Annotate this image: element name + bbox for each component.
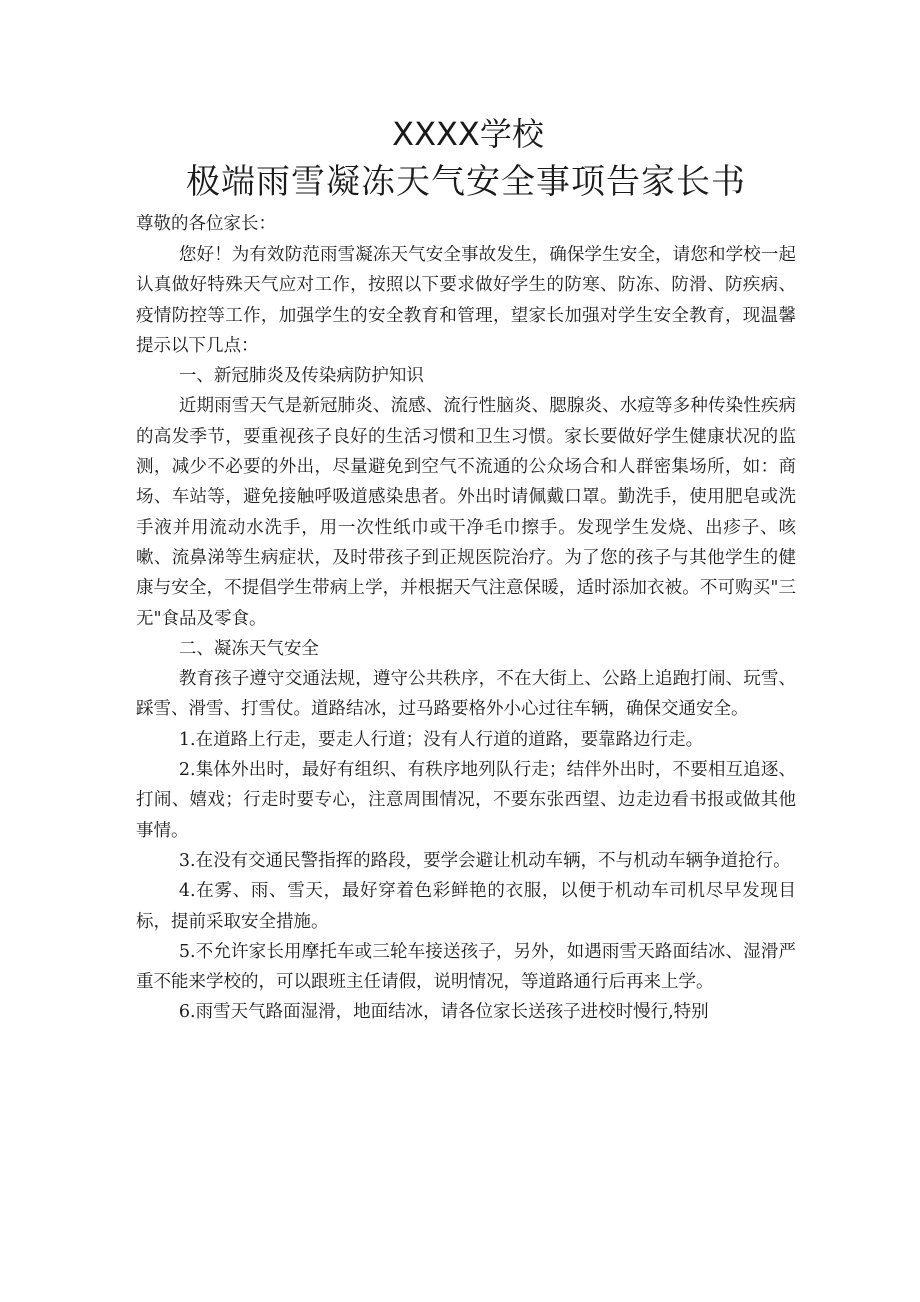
document-page bbox=[136, 112, 796, 1028]
list-item-6: 6.雨雪天气路面湿滑，地面结冰，请各位家长送孩子进校时慢行,特别 bbox=[178, 1002, 709, 1023]
list-item-2: 2.集体外出时，最好有组织、有秩序地列队行走；结伴外出时，不要相互追逐、打闹、嬉戏；行走时要专心，注意周围情况，不要东张西望、边走边看书报或做其他事情。 bbox=[136, 760, 796, 841]
paragraph-greeting: 您好！为有效防范雨雪凝冻天气安全事故发生，确保学生安全，请您和学校一起认真做好特殊天气应对工作，按照以下要求做好学生的防寒、防冻、防滑、防疾病、疫情防控等工作，加强学生的安全教育和管理，望家长加强对学生安全教育，现温馨提示以下几点： bbox=[136, 245, 796, 356]
list-item-3: 3.在没有交通民警指挥的路段，要学会避让机动车辆，不与机动车辆争道抢行。 bbox=[178, 850, 791, 871]
section-heading-disease-prevention: 一、新冠肺炎及传染病防护知识 bbox=[178, 366, 424, 387]
section-heading-freezing-weather: 二、凝冻天气安全 bbox=[178, 638, 319, 659]
list-item-1: 1.在道路上行走，要走人行道；没有人行道的道路，要靠路边行走。 bbox=[178, 729, 704, 750]
salutation: 尊敬的各位家长： bbox=[136, 214, 276, 234]
paragraph-traffic-rules: 教育孩子遵守交通法规，遵守公共秩序，不在大街上、公路上追跑打闹、玩雪、踩雪、滑雪、打雪仗。道路结冰，过马路要格外小心过往车辆，确保交通安全。 bbox=[136, 669, 796, 720]
paragraph-disease-prevention: 近期雨雪天气是新冠肺炎、流感、流行性脑炎、腮腺炎、水痘等多种传染性疾病的高发季节，要重视孩子良好的生活习惯和卫生习惯。家长要做好学生健康状况的监测，减少不必要的外出，尽量避免到空气不流通的公众场合和人群密集场所，如：商场、车站等，避免接触呼吸道感染患者。外出时请佩戴口罩。勤洗手，使用肥皂或洗手液并用流动水洗手，用一次性纸巾或干净毛巾擦手。发现学生发烧、出疹子、咳嗽、流鼻涕等生病症状，及时带孩子到正规医院治疗。为了您的孩子与其他学生的健康与安全，不提倡学生带病上学，并根据天气注意保暖，适时添加衣被。不可购买"三无"食品及零食。 bbox=[136, 396, 796, 629]
list-item-5: 5.不允许家长用摩托车或三轮车接送孩子，另外，如遇雨雪天路面结冰、湿滑严重不能来学校的，可以跟班主任请假，说明情况，等道路通行后再来上学。 bbox=[136, 941, 796, 993]
list-item-4: 4.在雾、雨、雪天，最好穿着色彩鲜艳的衣服，以便于机动车司机尽早发现目标，提前采取安全措施。 bbox=[136, 881, 796, 932]
document-title: 极端雨雪凝冻天气安全事项告家长书 bbox=[186, 162, 746, 202]
school-name: XXXX学校 bbox=[392, 115, 544, 153]
